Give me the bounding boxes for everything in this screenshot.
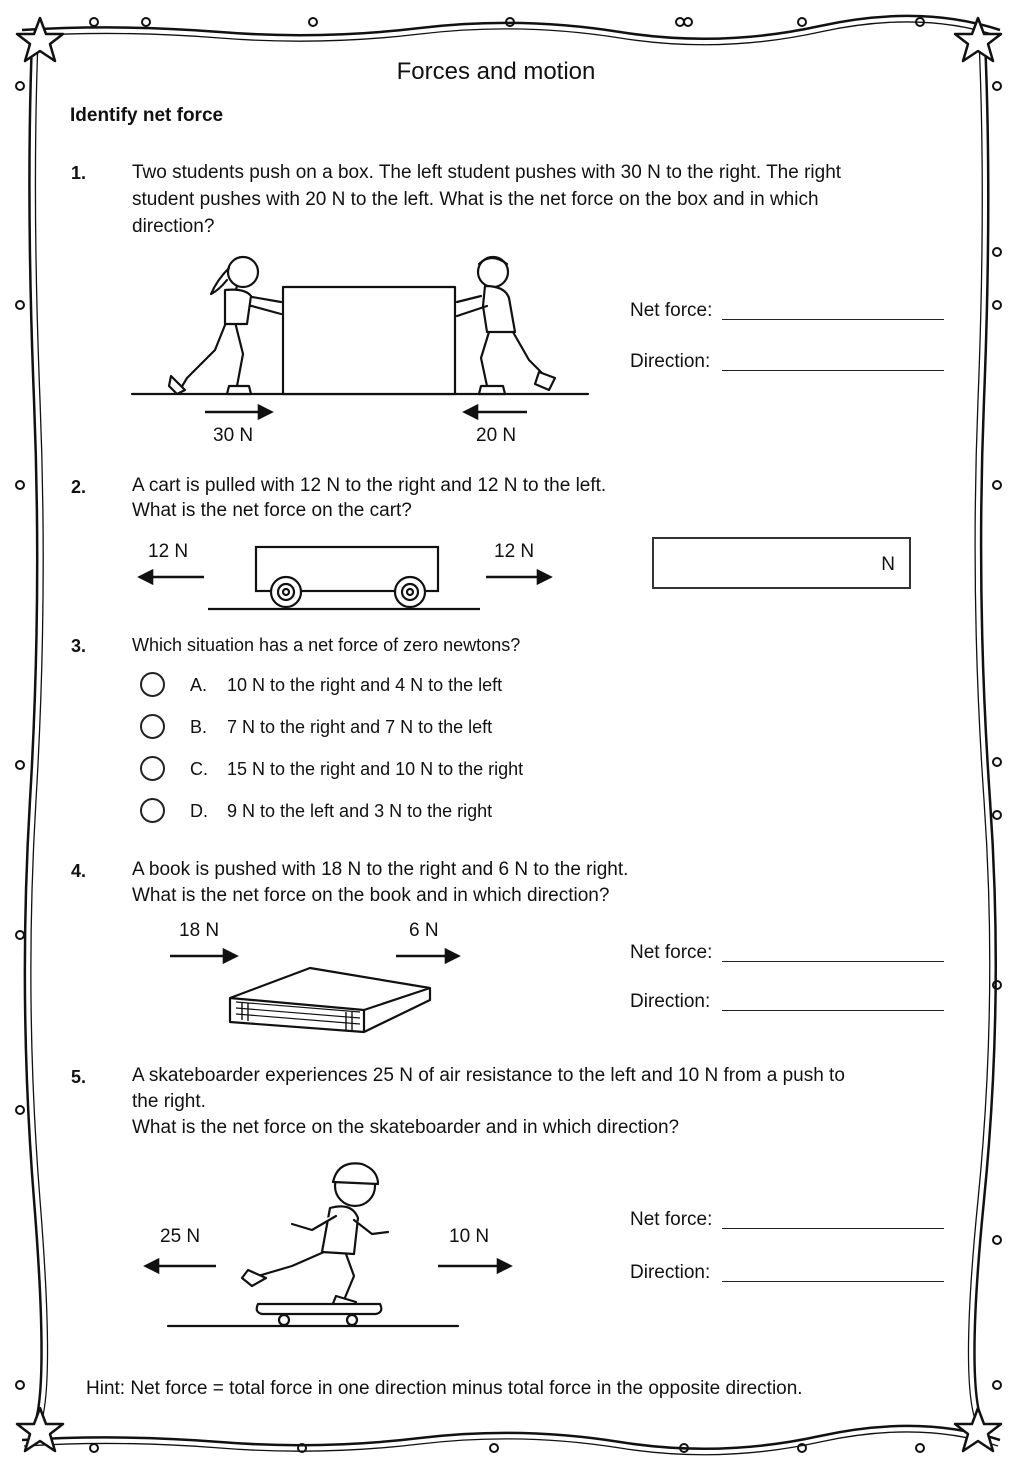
question-number: 4. <box>71 861 87 881</box>
question-text-line: A skateboarder experiences 25 N of air resistance to the left and 10 N from a push to <box>132 1065 845 1086</box>
question-text <box>132 473 932 523</box>
net-force-answer-line[interactable] <box>722 319 944 320</box>
force-label: 12 N <box>148 541 189 562</box>
question-text: Which situation has a net force of zero newtons? <box>132 635 521 655</box>
question-number: 3. <box>71 636 87 656</box>
book-illustration <box>160 940 480 1040</box>
question-text-line: A book is pushed with 18 N to the right and 6 N to the right. <box>132 859 629 880</box>
option-letter: A. <box>190 675 208 695</box>
option-letter: B. <box>190 717 208 737</box>
direction-label: Direction: <box>630 351 711 372</box>
radio-circle[interactable] <box>140 714 165 739</box>
page-title: Forces and motion <box>396 58 596 85</box>
direction-answer-line[interactable] <box>722 1281 944 1282</box>
question-text <box>132 159 932 240</box>
net-force-answer-line[interactable] <box>722 961 944 962</box>
question-text <box>132 857 932 909</box>
question-number: 2. <box>71 477 87 497</box>
force-label: 20 N <box>476 425 517 446</box>
direction-label: Direction: <box>630 991 711 1012</box>
force-label: 18 N <box>179 920 220 941</box>
force-label: 25 N <box>160 1226 201 1247</box>
option-text: 7 N to the right and 7 N to the left <box>227 717 493 737</box>
unit-label: N <box>881 554 895 575</box>
force-label: 10 N <box>449 1226 490 1247</box>
net-force-answer-box[interactable] <box>652 537 911 589</box>
radio-circle[interactable] <box>140 798 165 823</box>
students-pushing-box-illustration <box>125 250 595 425</box>
question-number: 5. <box>71 1067 87 1087</box>
hint-text: Hint: Net force = total force in one direction minus total force in the opposite direction. <box>86 1378 803 1399</box>
force-label: 6 N <box>409 920 439 941</box>
direction-label: Direction: <box>630 1262 711 1283</box>
question-text-line: What is the net force on the cart? <box>132 500 412 521</box>
net-force-label: Net force: <box>630 1209 713 1230</box>
force-label: 30 N <box>213 425 254 446</box>
direction-answer-line[interactable] <box>722 1010 944 1011</box>
net-force-label: Net force: <box>630 942 713 963</box>
net-force-label: Net force: <box>630 300 713 321</box>
force-label: 12 N <box>494 541 535 562</box>
question-number: 1. <box>71 163 87 183</box>
direction-answer-line[interactable] <box>722 370 944 371</box>
radio-circle[interactable] <box>140 756 165 781</box>
option-text: 10 N to the right and 4 N to the left <box>227 675 503 695</box>
question-text-line: student pushes with 20 N to the left. What is the net force on the box and in which <box>132 189 819 210</box>
radio-circle[interactable] <box>140 672 165 697</box>
net-force-answer-line[interactable] <box>722 1228 944 1229</box>
option-text: 9 N to the left and 3 N to the right <box>227 801 493 821</box>
question-text <box>132 1063 932 1141</box>
question-text-line: the right. <box>132 1091 206 1112</box>
question-text-line: What is the net force on the skateboarder and in which direction? <box>132 1117 680 1138</box>
question-text-line: direction? <box>132 216 215 237</box>
option-text: 15 N to the right and 10 N to the right <box>227 759 524 779</box>
option-letter: C. <box>190 759 208 779</box>
option-letter: D. <box>190 801 208 821</box>
question-text-line: Two students push on a box. The left student pushes with 30 N to the right. The right <box>132 162 842 183</box>
question-text-line: What is the net force on the book and in which direction? <box>132 885 610 906</box>
question-text-line: A cart is pulled with 12 N to the right and 12 N to the left. <box>132 475 607 496</box>
section-heading: Identify net force <box>70 105 224 126</box>
